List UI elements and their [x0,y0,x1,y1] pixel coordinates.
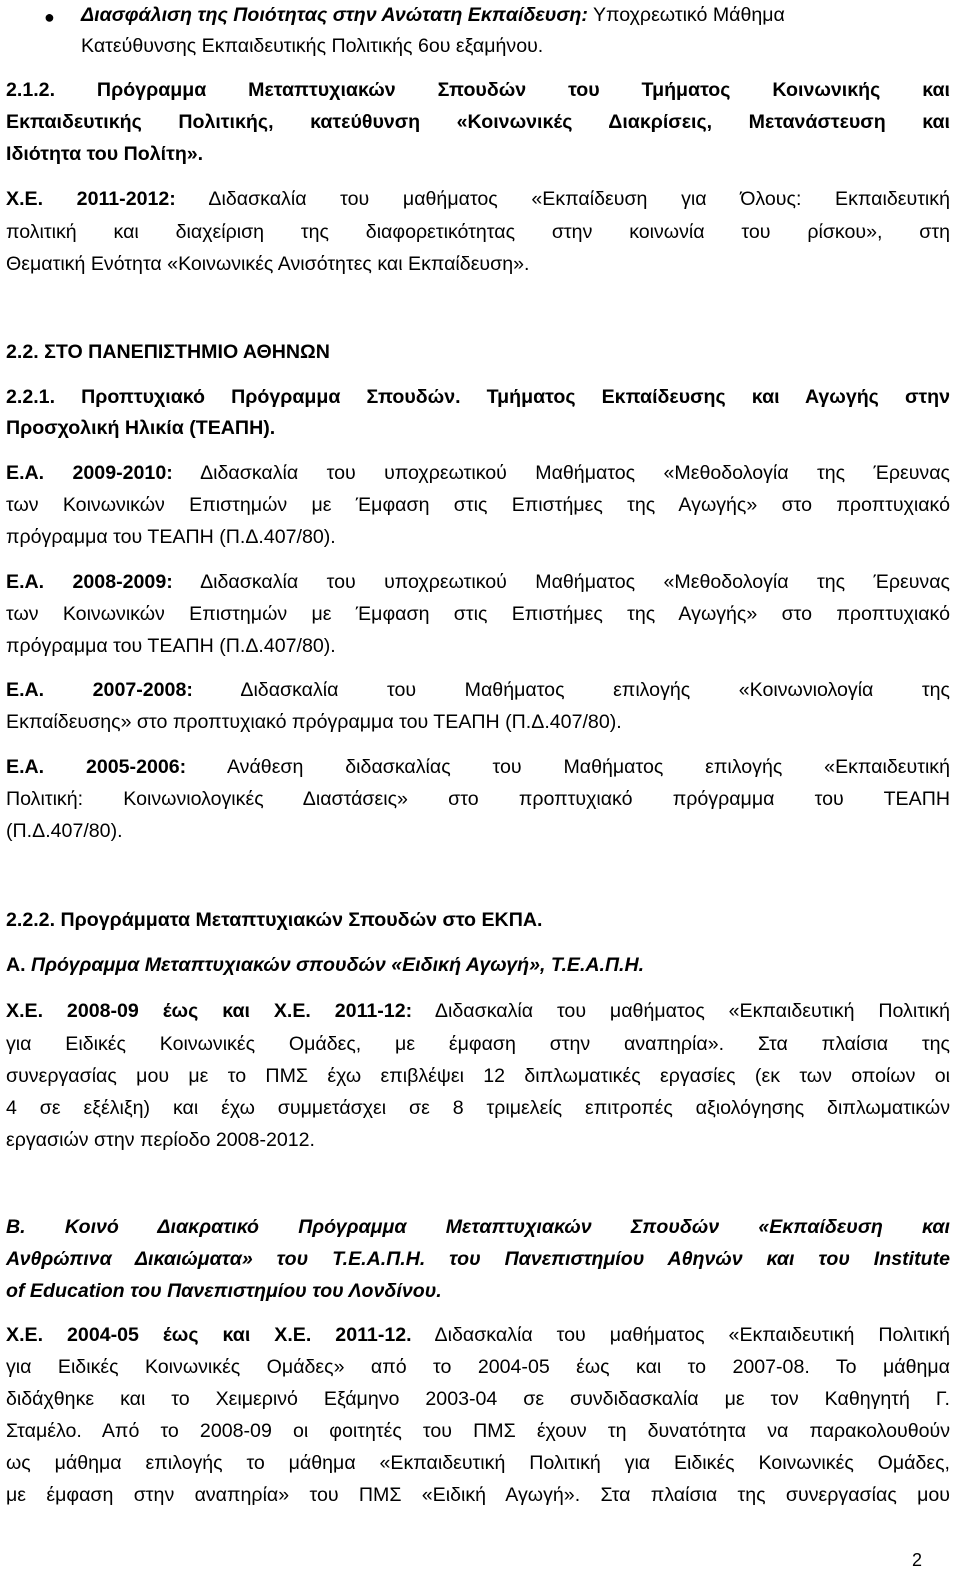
program-title: Β. Κοινό Διακρατικό Πρόγραμμα Μεταπτυχιακών Σπουδών «Εκπαίδευση και [6,1216,950,1238]
entry-line [6,184,950,214]
entry-text: Διδασκαλία του μαθήματος «Εκπαίδευση για Όλους: Εκπαιδευτική [175,188,950,210]
entry-line [6,752,950,782]
section-heading: Προσχολική Ηλικία (ΤΕΑΠΗ). [6,417,276,439]
entry-line [6,1320,950,1350]
entry-label: Ε.Α. 2007-2008: [6,679,193,701]
entry-line: με έμφαση στην αναπηρία» του ΠΜΣ «Ειδική Αγωγή». Στα πλαίσια της συνεργασίας μου [6,1484,950,1506]
entry-line: για Ειδικές Κοινωνικές Ομάδες» από το 2004-05 έως και το 2007-08. Το μάθημα [6,1356,950,1378]
section-heading: Εκπαιδευτικής Πολιτικής, κατεύθυνση «Κοινωνικές Διακρίσεις, Μετανάστευση και [6,111,950,133]
entry-line: ως μάθημα επιλογής το μάθημα «Εκπαιδευτική Πολιτική για Ειδικές Κοινωνικές Ομάδες, [6,1452,950,1474]
entry-line [6,458,950,488]
entry-line: των Κοινωνικών Επιστημών με Έμφαση στις Επιστήμες της Αγωγής» στο προπτυχιακό [6,603,950,625]
course-description: Υποχρεωτικό Μάθημα [587,4,785,26]
entry-line: Εκπαίδευσης» στο προπτυχιακό πρόγραμμα του ΤΕΑΠΗ (Π.Δ.407/80). [6,711,622,733]
entry-line [6,675,950,705]
entry-line: πολιτική και διαχείριση της διαφορετικότητας στην κοινωνία του ρίσκου», στη [6,221,950,243]
bullet-icon: ● [44,7,55,27]
program-title: Ανθρώπινα Δικαιώματα» του Τ.Ε.Α.Π.Η. του Πανεπιστημίου Αθηνών και του Institute [6,1248,950,1270]
section-heading: 2.2.2. Προγράμματα Μεταπτυχιακών Σπουδών στο ΕΚΠΑ. [6,909,543,931]
entry-line: 4 σε εξέλιξη) και έχω συμμετάσχει σε 8 τριμελείς επιτροπές αξιολόγησης διπλωματικών [6,1097,950,1119]
entry-line: Πολιτική: Κοινωνιολογικές Διαστάσεις» στο προπτυχιακό πρόγραμμα του ΤΕΑΠΗ [6,788,950,810]
entry-line: πρόγραμμα του ΤΕΑΠΗ (Π.Δ.407/80). [6,635,336,657]
entry-text: Διδασκαλία του μαθήματος «Εκπαιδευτική Πολιτική [412,1000,950,1022]
section-heading: 2.2. ΣΤΟ ΠΑΝΕΠΙΣΤΗΜΙΟ ΑΘΗΝΩΝ [6,341,330,363]
section-heading: 2.1.2. Πρόγραμμα Μεταπτυχιακών Σπουδών του Τμήματος Κοινωνικής και [6,79,950,101]
entry-line: Θεματική Ενότητα «Κοινωνικές Ανισότητες και Εκπαίδευση». [6,253,530,275]
program-name: Πρόγραμμα Μεταπτυχιακών σπουδών «Ειδική Αγωγή», Τ.Ε.Α.Π.Η. [25,954,645,976]
entry-label: Χ.Ε. 2008-09 έως και Χ.Ε. 2011-12: [6,1000,413,1022]
entry-line [6,567,950,597]
entry-label: Ε.Α. 2005-2006: [6,756,187,778]
section-heading: Ιδιότητα του Πολίτη». [6,143,204,165]
entry-label: Χ.Ε. 2004-05 έως και Χ.Ε. 2011-12. [6,1324,412,1346]
entry-label: Ε.Α. 2009-2010: [6,462,173,484]
entry-line: των Κοινωνικών Επιστημών με Έμφαση στις Επιστήμες της Αγωγής» στο προπτυχιακό [6,494,950,516]
entry-text: Ανάθεση διδασκαλίας του Μαθήματος επιλογής «Εκπαιδευτική [186,756,950,778]
entry-text: Διδασκαλία του Μαθήματος επιλογής «Κοινωνιολογία της [192,679,950,701]
entry-label: Χ.Ε. 2011-2012: [6,188,176,210]
program-title [6,950,644,980]
bullet-line-2: Κατεύθυνσης Εκπαιδευτικής Πολιτικής 6ου εξαμήνου. [81,35,544,57]
entry-text: Διδασκαλία του υποχρεωτικού Μαθήματος «Μεθοδολογία της Έρευνας [172,571,950,593]
entry-line: για Ειδικές Κοινωνικές Ομάδες, με έμφαση στην αναπηρία». Στα πλαίσια της [6,1033,950,1055]
entry-line: (Π.Δ.407/80). [6,820,123,842]
section-heading: 2.2.1. Προπτυχιακό Πρόγραμμα Σπουδών. Τμήματος Εκπαίδευσης και Αγωγής στην [6,386,950,408]
entry-line: πρόγραμμα του ΤΕΑΠΗ (Π.Δ.407/80). [6,526,336,548]
entry-line: Σταμέλο. Από το 2008-09 οι φοιτητές του ΠΜΣ έχουν τη δυνατότητα να παρακολουθούν [6,1420,950,1442]
entry-line: εργασιών στην περίοδο 2008-2012. [6,1129,316,1151]
entry-text: Διδασκαλία του υποχρεωτικού Μαθήματος «Μεθοδολογία της Έρευνας [172,462,950,484]
entry-label: Ε.Α. 2008-2009: [6,571,173,593]
bullet-line-1 [81,0,785,30]
program-letter: Α. [6,954,26,976]
entry-line [6,996,950,1026]
program-title: of Education του Πανεπιστημίου του Λονδίνου. [6,1280,442,1302]
course-title: Διασφάλιση της Ποιότητας στην Ανώτατη Εκπαίδευση: [81,4,588,26]
entry-line: διδάχθηκε και το Χειμερινό Εξάμηνο 2003-04 σε συνδιδασκαλία με τον Καθηγητή Γ. [6,1388,950,1410]
page-number: 2 [912,1550,923,1570]
entry-line: συνεργασίας μου με το ΠΜΣ έχω επιβλέψει 12 διπλωματικές εργασίες (εκ των οποίων οι [6,1065,950,1087]
entry-text: Διδασκαλία του μαθήματος «Εκπαιδευτική Πολιτική [411,1324,950,1346]
